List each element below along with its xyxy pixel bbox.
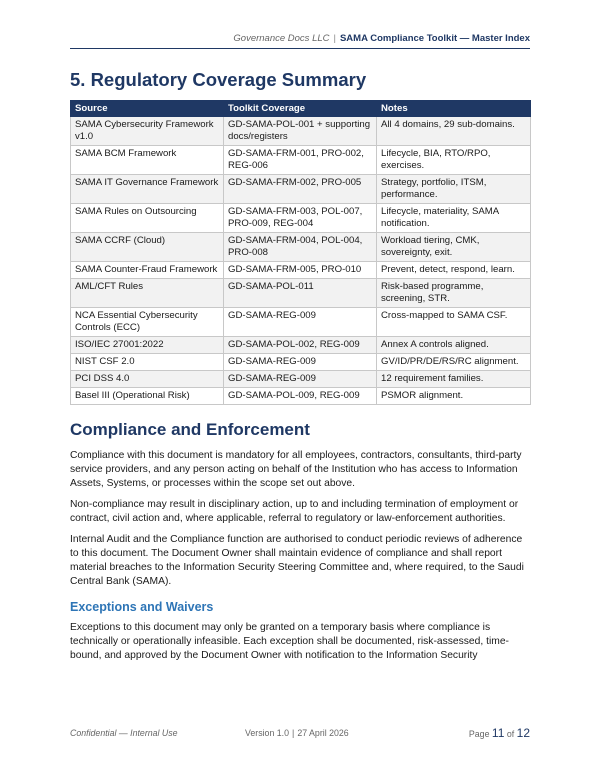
cell-toolkit-coverage: GD-SAMA-POL-001 + supporting docs/registers — [224, 117, 377, 146]
table-row — [71, 262, 531, 279]
footer-separator: | — [292, 728, 295, 738]
table-row — [71, 388, 531, 405]
cell-notes: Strategy, portfolio, ITSM, performance. — [377, 175, 531, 204]
footer-of-word: of — [506, 729, 515, 739]
footer-page-indicator — [469, 727, 530, 740]
compliance-paragraph: Compliance with this document is mandatory for all employees, contractors, consultants, third-party service providers, and any person acting on behalf of the Institution who has access to Information Assets, Systems, or processes within the scope set out above. — [70, 450, 522, 489]
table-row — [71, 204, 531, 233]
cell-notes: PSMOR alignment. — [377, 388, 531, 405]
footer-page-number: 11 — [491, 726, 505, 740]
compliance-paragraph: Internal Audit and the Compliance function are authorised to conduct periodic reviews of adherence to this document. The Document Owner shall maintain evidence of compliance and shall report material breaches to the Information Security Steering Committee and, where required, to the Saudi Central Bank (SAMA). — [70, 534, 524, 587]
cell-source: NCA Essential Cybersecurity Controls (ECC) — [71, 308, 224, 337]
cell-toolkit-coverage: GD-SAMA-FRM-005, PRO-010 — [224, 262, 377, 279]
cell-source: SAMA Cybersecurity Framework v1.0 — [71, 117, 224, 146]
cell-toolkit-coverage: GD-SAMA-FRM-003, POL-007, PRO-009, REG-004 — [224, 204, 377, 233]
cell-toolkit-coverage: GD-SAMA-REG-009 — [224, 371, 377, 388]
cell-notes: Lifecycle, materiality, SAMA notification. — [377, 204, 531, 233]
cell-toolkit-coverage: GD-SAMA-POL-011 — [224, 279, 377, 308]
column-header-toolkit-coverage: Toolkit Coverage — [224, 101, 377, 117]
exceptions-paragraph: Exceptions to this document may only be granted on a temporary basis where compliance is technically or operationally infeasible. Each exception shall be documented, risk-assessed, time-bound, and approved by the Document Owner with notification to the Information Security — [70, 622, 509, 661]
table-row — [71, 308, 531, 337]
cell-source: SAMA CCRF (Cloud) — [71, 233, 224, 262]
section-heading-regulatory-coverage: 5. Regulatory Coverage Summary — [70, 69, 367, 90]
footer-page-word: Page — [468, 729, 490, 739]
footer-version-date — [245, 727, 349, 739]
cell-source: ISO/IEC 27001:2022 — [71, 337, 224, 354]
compliance-paragraph: Non-compliance may result in disciplinary action, up to and including termination of employment or contract, civil action and, where applicable, referral to regulatory or law-enforcement authorities. — [70, 499, 519, 524]
page-header — [70, 33, 530, 45]
table-row — [71, 337, 531, 354]
cell-notes: Annex A controls aligned. — [377, 337, 531, 354]
cell-source: SAMA IT Governance Framework — [71, 175, 224, 204]
header-separator: | — [333, 33, 336, 44]
cell-notes: Workload tiering, CMK, sovereignty, exit. — [377, 233, 531, 262]
cell-notes: Risk-based programme, screening, STR. — [377, 279, 531, 308]
table-row — [71, 371, 531, 388]
cell-source: SAMA Rules on Outsourcing — [71, 204, 224, 233]
cell-source: SAMA BCM Framework — [71, 146, 224, 175]
table-row — [71, 233, 531, 262]
cell-source: PCI DSS 4.0 — [71, 371, 224, 388]
header-document-title: SAMA Compliance Toolkit — Master Index — [339, 33, 530, 44]
cell-source: AML/CFT Rules — [71, 279, 224, 308]
table-row — [71, 117, 531, 146]
page-body — [70, 68, 530, 670]
table-row — [71, 175, 531, 204]
cell-notes: Prevent, detect, respond, learn. — [377, 262, 531, 279]
cell-source: NIST CSF 2.0 — [71, 354, 224, 371]
cell-notes: Cross-mapped to SAMA CSF. — [377, 308, 531, 337]
footer-version: Version 1.0 — [245, 728, 290, 738]
column-header-notes: Notes — [377, 101, 531, 117]
cell-notes: 12 requirement families. — [377, 371, 531, 388]
cell-notes: All 4 domains, 29 sub-domains. — [377, 117, 531, 146]
cell-toolkit-coverage: GD-SAMA-REG-009 — [224, 354, 377, 371]
cell-notes: GV/ID/PR/DE/RS/RC alignment. — [377, 354, 531, 371]
column-header-source: Source — [71, 101, 224, 117]
cell-toolkit-coverage: GD-SAMA-FRM-004, POL-004, PRO-008 — [224, 233, 377, 262]
cell-source: Basel III (Operational Risk) — [71, 388, 224, 405]
header-divider — [70, 48, 530, 49]
footer-classification: Confidential — Internal Use — [70, 728, 178, 738]
footer-date: 27 April 2026 — [297, 728, 349, 738]
page-footer — [70, 727, 530, 739]
cell-toolkit-coverage: GD-SAMA-REG-009 — [224, 308, 377, 337]
footer-page-total: 12 — [516, 726, 530, 740]
cell-toolkit-coverage: GD-SAMA-FRM-002, PRO-005 — [224, 175, 377, 204]
cell-source: SAMA Counter-Fraud Framework — [71, 262, 224, 279]
cell-toolkit-coverage: GD-SAMA-POL-002, REG-009 — [224, 337, 377, 354]
table-body — [71, 117, 531, 405]
cell-notes: Lifecycle, BIA, RTO/RPO, exercises. — [377, 146, 531, 175]
section-heading-compliance: Compliance and Enforcement — [70, 420, 310, 439]
table-row — [71, 279, 531, 308]
header-company: Governance Docs LLC — [233, 33, 330, 44]
table-row — [71, 146, 531, 175]
cell-toolkit-coverage: GD-SAMA-FRM-001, PRO-002, REG-006 — [224, 146, 377, 175]
regulatory-coverage-table — [70, 100, 531, 405]
cell-toolkit-coverage: GD-SAMA-POL-009, REG-009 — [224, 388, 377, 405]
table-row — [71, 354, 531, 371]
table-header-row — [71, 101, 531, 117]
subsection-heading-exceptions: Exceptions and Waivers — [70, 600, 214, 614]
